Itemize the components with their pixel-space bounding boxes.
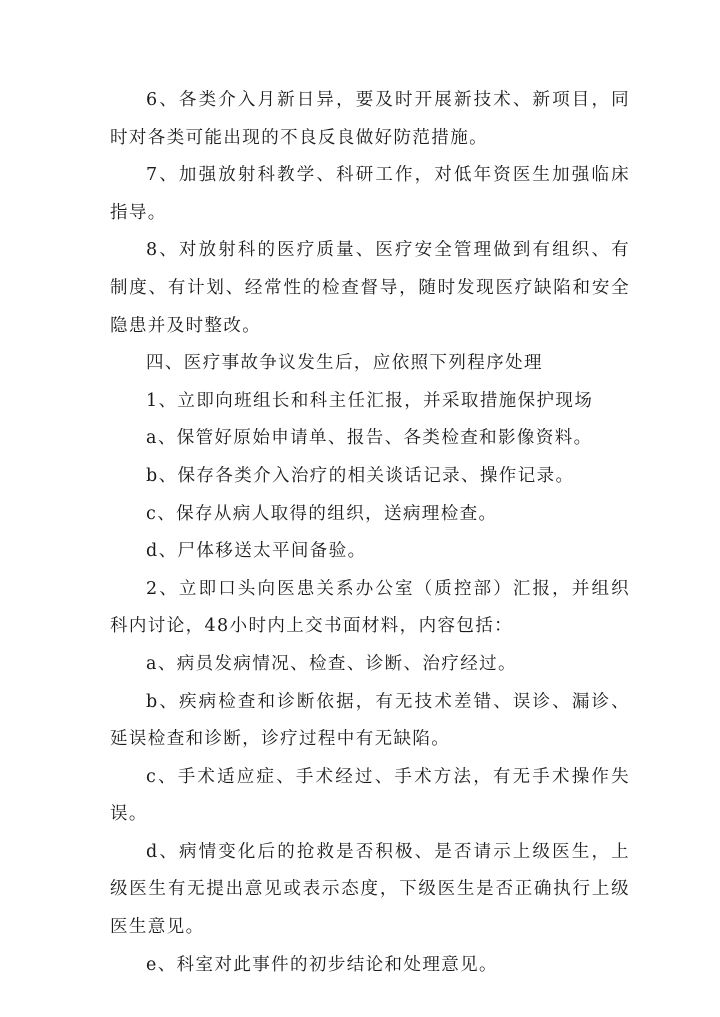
paragraph-item-7: 7、加强放射科教学、科研工作，对低年资医生加强临床指导。 — [110, 165, 630, 223]
paragraph-item-6: 6、各类介入月新日异，要及时开展新技术、新项目，同时对各类可能出现的不良反良做好防范措施。 — [110, 90, 630, 148]
paragraph-step-1a: a、保管好原始申请单、报告、各类检查和影像资料。 — [146, 428, 593, 449]
document-body — [110, 82, 630, 984]
paragraph-step-1b: b、保存各类介入治疗的相关谈话记录、操作记录。 — [146, 465, 575, 486]
paragraph-step-2a: a、病员发病情况、检查、诊断、治疗经过。 — [146, 653, 517, 674]
paragraph-step-2e: e、科室对此事件的初步结论和处理意见。 — [146, 954, 498, 975]
section-heading-4: 四、医疗事故争议发生后，应依照下列程序处理 — [146, 353, 543, 374]
paragraph-step-2c: c、手术适应症、手术经过、手术方法，有无手术操作失误。 — [110, 766, 630, 825]
paragraph-step-1c: c、保存从病人取得的组织，送病理检查。 — [146, 503, 498, 524]
paragraph-step-2b: b、疾病检查和诊断依据，有无技术差错、误诊、漏诊、延误检查和诊断，诊疗过程中有无缺陷。 — [110, 691, 630, 750]
paragraph-step-2d: d、病情变化后的抢救是否积极、是否请示上级医生，上级医生有无提出意见或表示态度，下级医生是否正确执行上级医生意见。 — [110, 841, 630, 938]
paragraph-step-1d: d、尸体移送太平间备验。 — [146, 541, 367, 562]
paragraph-step-1: 1、立即向班组长和科主任汇报，并采取措施保护现场 — [146, 390, 594, 411]
paragraph-item-8: 8、对放射科的医疗质量、医疗安全管理做到有组织、有制度、有计划、经常性的检查督导，随时发现医疗缺陷和安全隐患并及时整改。 — [110, 240, 630, 336]
paragraph-step-2: 2、立即口头向医患关系办公室（质控部）汇报，并组织科内讨论，48小时内上交书面材料，内容包括： — [110, 578, 630, 637]
